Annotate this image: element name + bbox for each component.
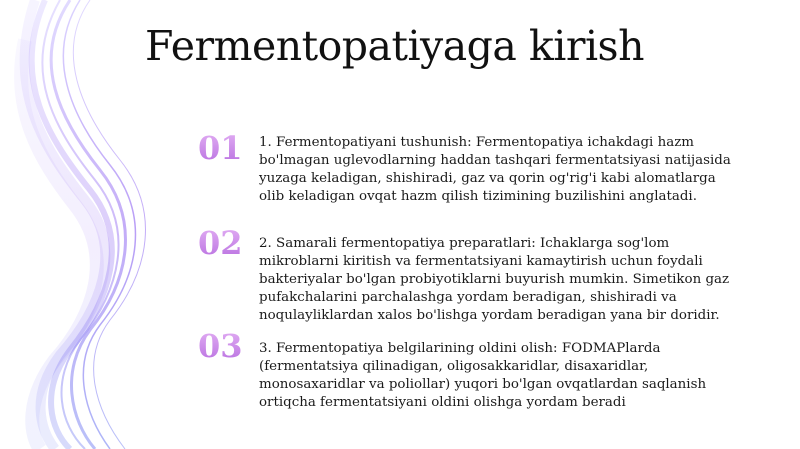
item-number-2: 02 [198,225,248,261]
slide-title: Fermentopatiyaga kirish [145,22,644,70]
item-text-1: 1. Fermentopatiyani tushunish: Fermentopatiya ichakdagi hazm bo'lmagan uglevodlarning haddan tashqari fermentatsiyasi natijasida yuzaga keladigan, shishiradi, gaz va qorin og'rig'i kabi alomatlarga olib keladigan ovqat hazm qilish tizimining buzilishini anglatadi. [259,135,731,204]
item-text-3: 3. Fermentopatiya belgilarining oldini olish: FODMAPlarda (fermentatsiya qilinadigan, oligosakkaridlar, disaxaridlar, monosaxaridlar va poliollar) yuqori bo'lgan ovqatlardan saqlanish ortiqcha fermentatsiyani oldini olishga yordam beradi [259,341,707,410]
item-number-1: 01 [198,130,248,166]
item-number-3: 03 [198,328,248,364]
item-text-2: 2. Samarali fermentopatiya preparatlari: Ichaklarga sog'lom mikroblarni kiritish va fermentatsiyani kamaytirish uchun foydali bakteriyalar bo'lgan probiyotiklarni buyurish mumkin. Simetikon gaz pufakchalarini parchalashga yordam beradigan, shishiradi va noqulayliklardan xalos bo'lishga yordam beradigan yana bir doridir. [259,236,730,323]
